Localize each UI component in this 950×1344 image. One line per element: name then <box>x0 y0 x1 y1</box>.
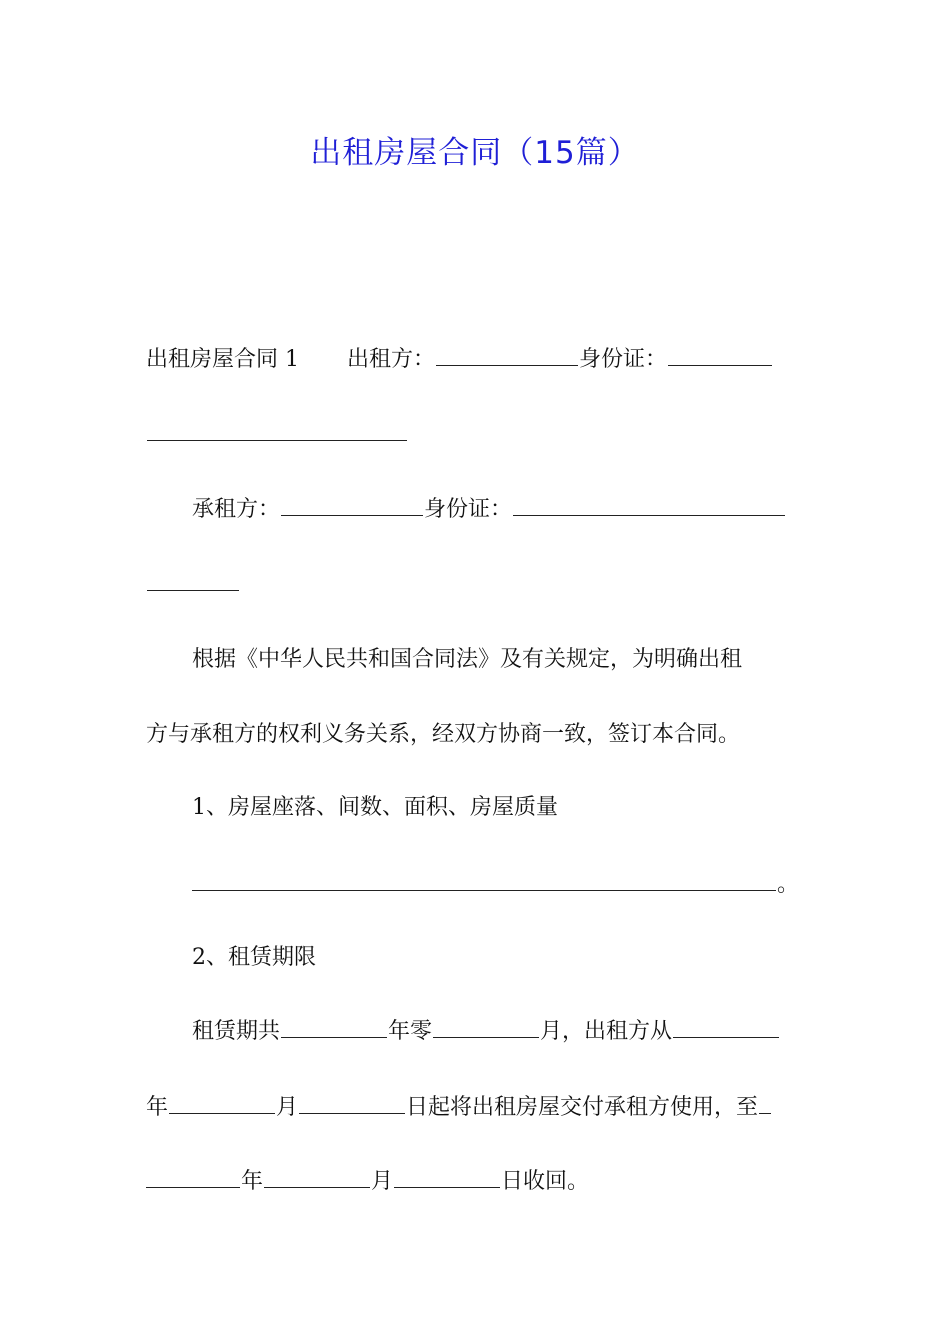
lessee-id-label: 身份证： <box>424 497 513 522</box>
lessor-line <box>146 340 808 380</box>
term-text-7: 年 <box>241 1169 264 1194</box>
lessee-id-blank-cont <box>147 568 239 591</box>
term-text-6: 日起将出租房屋交付承租方使用，至 <box>406 1095 759 1120</box>
preamble-line-2: 方与承租方的权利义务关系，经双方协商一致，签订本合同。 <box>146 722 741 747</box>
house-details-blank <box>192 868 776 891</box>
clause-1-period: 。 <box>777 872 800 897</box>
start-year-blank <box>673 1015 779 1038</box>
end-day-blank <box>394 1165 500 1188</box>
clause-1-heading: 1、房屋座落、间数、面积、房屋质量 <box>192 795 558 820</box>
end-month-blank <box>264 1165 370 1188</box>
lessee-name-blank <box>281 493 423 516</box>
start-day-blank <box>299 1091 405 1114</box>
lessor-name-blank <box>436 343 578 366</box>
lessor-id-label: 身份证： <box>579 347 668 372</box>
term-text-4: 年 <box>146 1095 169 1120</box>
end-year-blank-start <box>759 1091 771 1114</box>
lessor-label: 出租方： <box>347 347 436 372</box>
lessee-label: 承租方： <box>192 497 281 522</box>
lessor-id-blank-cont <box>147 418 407 441</box>
end-year-blank <box>146 1165 240 1188</box>
term-text-5: 月 <box>276 1095 299 1120</box>
lessor-id-continuation <box>146 415 808 455</box>
lessee-id-continuation <box>146 565 808 605</box>
term-line-3 <box>146 1162 808 1202</box>
lessee-line <box>192 490 808 530</box>
start-month-blank <box>169 1091 275 1114</box>
section-heading: 出租房屋合同 1 <box>146 347 299 372</box>
term-years-blank <box>281 1015 387 1038</box>
term-line-1 <box>192 1012 808 1052</box>
term-months-blank <box>433 1015 539 1038</box>
term-text-9: 日收回。 <box>501 1169 590 1194</box>
term-text-8: 月 <box>371 1169 394 1194</box>
clause-2-heading: 2、租赁期限 <box>192 945 316 970</box>
lessor-id-blank <box>668 343 772 366</box>
term-text-2: 年零 <box>388 1019 433 1044</box>
preamble-line-1: 根据《中华人民共和国合同法》及有关规定，为明确出租 <box>192 647 743 672</box>
document-title: 出租房屋合同（15篇） <box>310 135 640 171</box>
term-text-3: 月，出租方从 <box>540 1019 673 1044</box>
term-line-2 <box>146 1088 808 1128</box>
clause-1-fill-line <box>192 865 808 905</box>
term-text-1: 租赁期共 <box>192 1019 281 1044</box>
lessee-id-blank <box>513 493 785 516</box>
